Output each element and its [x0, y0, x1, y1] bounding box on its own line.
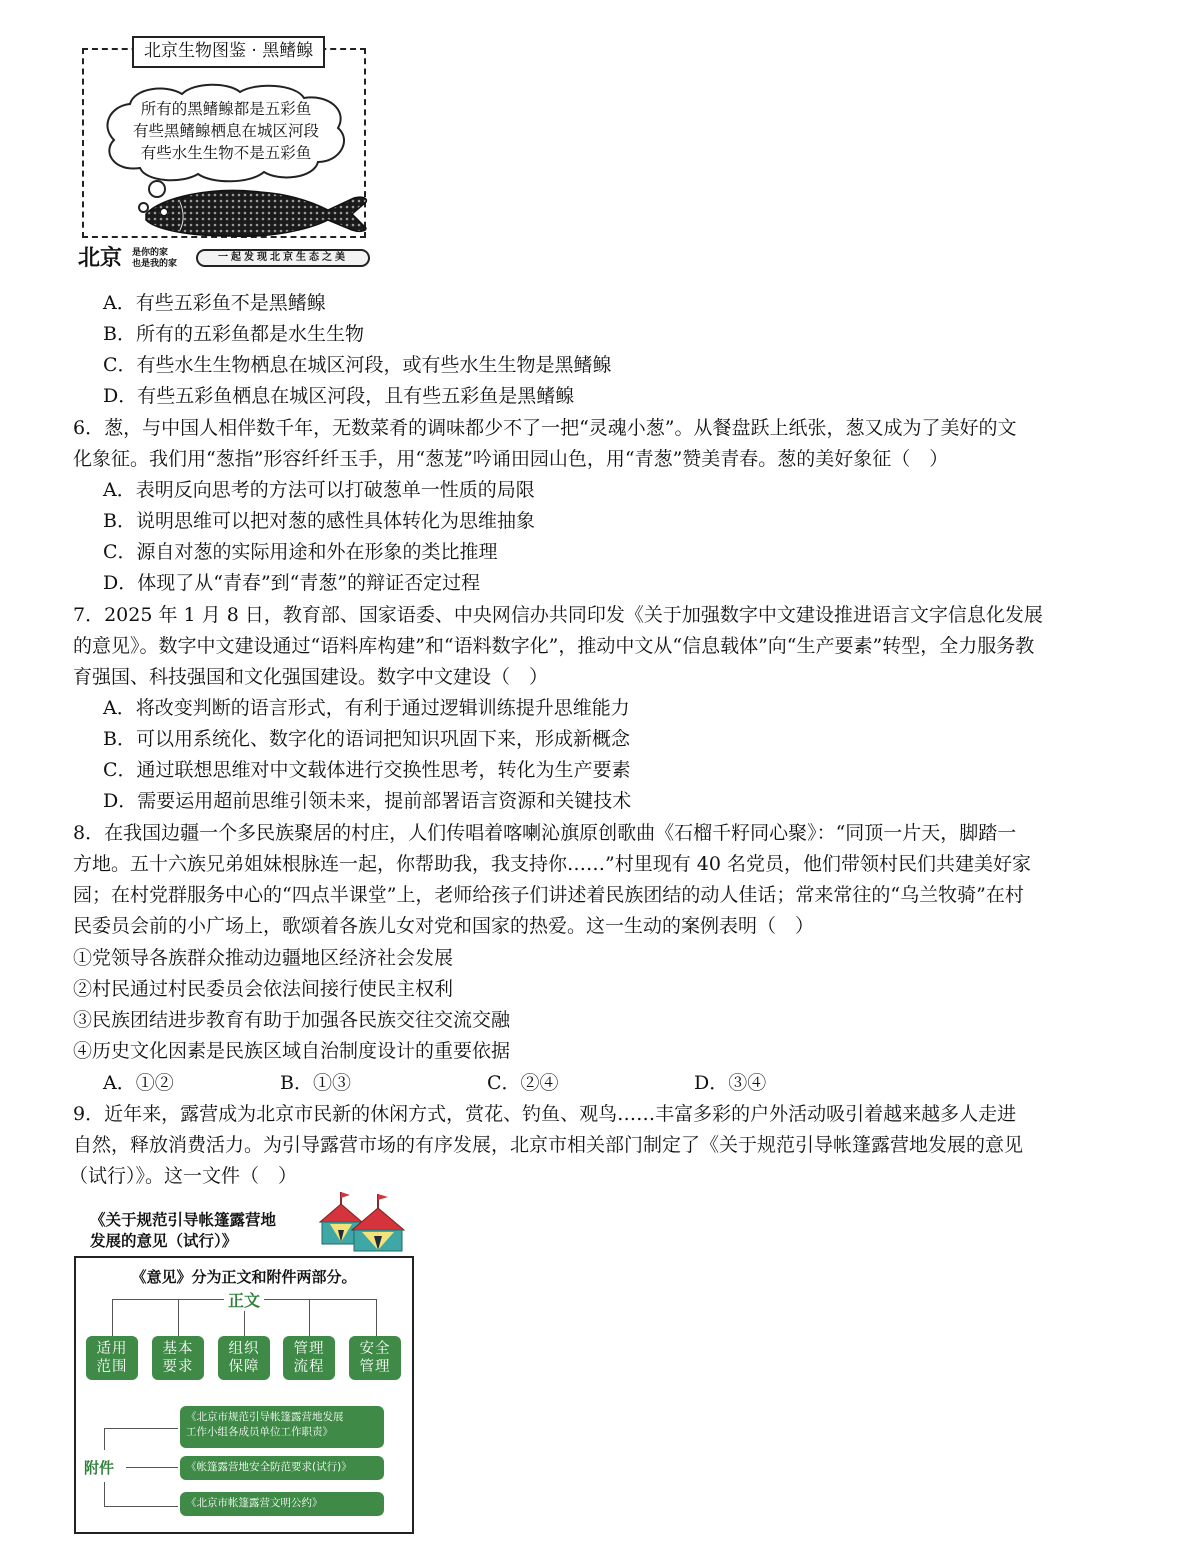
q8-stem-line-1: 8．在我国边疆一个多民族聚居的村庄，人们传唱着喀喇沁旗原创歌曲《石榴千籽同心聚》：“同顶一片天，脚踏一 [73, 822, 1017, 844]
attachment-connector [126, 1467, 178, 1468]
option-label: A． [103, 479, 136, 501]
q7-option-b [103, 727, 630, 751]
tree-connector [376, 1299, 377, 1336]
figure-footer [78, 246, 374, 272]
q5-option-a [103, 291, 326, 315]
q9-stem-line-3: （试行）》。这一文件（ ） [69, 1165, 298, 1187]
tent-icon [316, 1190, 408, 1252]
q6-option-b [103, 509, 535, 533]
q8-statement-1: ①党领导各族群众推动边疆地区经济社会发展 [73, 947, 454, 969]
q9-stem-line-1: 9．近年来，露营成为北京市民新的休闲方式，赏花、钓鱼、观鸟……丰富多彩的户外活动吸引着越来越多人走进 [73, 1103, 1017, 1125]
q8-statement-3: ③民族团结进步教育有助于加强各民族交往交流交融 [73, 1009, 511, 1031]
option-label: B． [103, 323, 136, 345]
attachment-label: 附件 [84, 1459, 115, 1477]
main-item-organization [218, 1336, 270, 1380]
option-label: C． [103, 354, 137, 376]
q8-stem-line-4: 民委员会前的小广场上，歌颂着各族儿女对党和国家的热爱。这一生动的案例表明（ ） [73, 915, 815, 937]
attachment-connector [104, 1482, 105, 1506]
option-text: 通过联想思维对中文载体进行交换性思考，转化为生产要素 [136, 759, 631, 781]
figure-title: 北京生物图鉴 · 黑鳍鳈 [132, 36, 325, 68]
attachment-item-1 [180, 1406, 384, 1448]
q6-option-c [103, 540, 498, 564]
main-item-process [283, 1336, 335, 1380]
option-label: B． [103, 510, 136, 532]
q8-option-a [103, 1071, 174, 1095]
option-text: 表明反向思考的方法可以打破葱单一性质的局限 [135, 479, 535, 501]
slogan-pill: 一起发现北京生态之美 [196, 249, 370, 267]
premise-1: 所有的黑鳍鳈都是五彩鱼 [140, 100, 312, 118]
item-line-1: 基本 [162, 1341, 194, 1357]
q8-stem-line-2: 方地。五十六族兄弟姐妹根脉连一起，你帮助我，我支持你……”村里现有 40 名党员，他们带领村民们共建美好家 [73, 853, 1031, 875]
item-line-1: 《北京市帐篷露营文明公约》 [186, 1497, 323, 1509]
attachment-connector [104, 1428, 178, 1429]
item-line-1: 《北京市规范引导帐篷露营地发展 [186, 1411, 344, 1423]
camping-opinion-figure [72, 1190, 417, 1540]
option-text: 有些五彩鱼栖息在城区河段，且有些五彩鱼是黑鳍鳈 [137, 385, 575, 407]
structure-diagram [74, 1256, 414, 1534]
item-line-2: 流程 [293, 1359, 325, 1375]
attachment-connector [104, 1506, 178, 1507]
tree-connector [309, 1299, 310, 1336]
beijing-tagline [132, 248, 177, 270]
q7-option-a [103, 696, 630, 720]
q5-option-b [103, 322, 364, 346]
option-label: D． [103, 790, 138, 812]
diagram-header: 《意见》分为正文和附件两部分。 [131, 1268, 357, 1286]
item-line-1: 组织 [228, 1341, 260, 1357]
option-label: C． [103, 759, 137, 781]
option-text: 所有的五彩鱼都是水生生物 [135, 323, 364, 345]
beijing-bio-card-figure [78, 34, 374, 274]
q7-stem-line-3: 育强国、科技强国和文化强国建设。数字中文建设（ ） [73, 666, 549, 688]
document-title-line-2: 发展的意见（试行）》 [90, 1232, 238, 1250]
q5-option-c [103, 353, 612, 377]
premise-3: 有些水生生物不是五彩鱼 [140, 144, 312, 162]
q7-option-d [103, 789, 631, 813]
option-label: A． [103, 697, 136, 719]
option-text: 有些水生生物栖息在城区河段，或有些水生生物是黑鳍鳈 [136, 354, 612, 376]
item-line-2: 范围 [96, 1359, 128, 1375]
option-label: D． [103, 572, 138, 594]
q6-option-d [103, 571, 480, 595]
q8-option-b [280, 1071, 351, 1095]
option-text: 可以用系统化、数字化的语词把知识巩固下来，形成新概念 [135, 728, 630, 750]
option-label: C． [487, 1072, 521, 1094]
option-text: 有些五彩鱼不是黑鳍鳈 [135, 292, 326, 314]
document-title-line-1: 《关于规范引导帐篷露营地 [90, 1211, 277, 1229]
option-text: 体现了从“青春”到“青葱”的辩证否定过程 [137, 572, 481, 594]
q8-option-d [694, 1071, 766, 1095]
q6-stem-line-1: 6．葱，与中国人相伴数千年，无数菜肴的调味都少不了一把“灵魂小葱”。从餐盘跃上纸张，葱又成为了美好的文 [73, 417, 1017, 439]
q6-option-a [103, 478, 535, 502]
attachment-connector [104, 1428, 105, 1450]
option-label: C． [103, 541, 137, 563]
q8-statement-2: ②村民通过村民委员会依法间接行使民主权利 [73, 978, 454, 1000]
main-item-scope [86, 1336, 138, 1380]
q7-stem-line-2: 的意见》。数字中文建设通过“语料库构建”和“语料数字化”，推动中文从“信息载体”向“生产要素”转型，全力服务教 [73, 635, 1035, 657]
q7-option-c [103, 758, 631, 782]
main-item-requirements [152, 1336, 204, 1380]
attachment-item-3 [180, 1492, 384, 1516]
q8-statement-4: ④历史文化因素是民族区域自治制度设计的重要依据 [73, 1040, 511, 1062]
option-text: 将改变判断的语言形式，有利于通过逻辑训练提升思维能力 [135, 697, 630, 719]
option-label: A． [103, 292, 136, 314]
tagline-line-1: 是你的家 [132, 248, 169, 258]
attachment-item-2 [180, 1456, 384, 1480]
fish-icon [140, 180, 372, 242]
item-line-1: 《帐篷露营地安全防范要求(试行)》 [186, 1461, 352, 1473]
q8-option-c [487, 1071, 559, 1095]
main-text-label: 正文 [224, 1288, 264, 1311]
item-line-1: 管理 [293, 1341, 325, 1357]
option-label: A． [103, 1072, 136, 1094]
option-label: D． [103, 385, 138, 407]
document-title [90, 1210, 276, 1252]
option-text: ③④ [728, 1072, 767, 1094]
q6-stem-line-2: 化象征。我们用“葱指”形容纤纤玉手，用“葱茏”吟诵田园山色，用“青葱”赞美青春。葱的美好象征（ ） [73, 448, 949, 470]
option-text: ②④ [520, 1072, 559, 1094]
option-label: B． [103, 728, 136, 750]
main-item-safety [349, 1336, 401, 1380]
item-line-1: 安全 [359, 1341, 391, 1357]
option-text: ①③ [312, 1072, 351, 1094]
premise-2: 有些黑鳍鳈栖息在城区河段 [132, 122, 319, 140]
item-line-2: 要求 [162, 1359, 194, 1375]
option-text: 说明思维可以把对葱的感性具体转化为思维抽象 [135, 510, 535, 532]
option-text: ①② [135, 1072, 174, 1094]
q9-stem-line-2: 自然，释放消费活力。为引导露营市场的有序发展，北京市相关部门制定了《关于规范引导帐篷露营地发展的意见 [73, 1134, 1024, 1156]
tree-connector [178, 1299, 179, 1336]
item-line-2: 工作小组各成员单位工作职责》 [186, 1426, 333, 1438]
item-line-2: 管理 [359, 1359, 391, 1375]
q5-option-d [103, 384, 574, 408]
tree-connector [244, 1310, 245, 1336]
option-label: D． [694, 1072, 729, 1094]
beijing-label: 北京 [78, 246, 123, 271]
cloud-text [100, 98, 352, 164]
tagline-line-2: 也是我的家 [132, 259, 178, 269]
q7-stem-line-1: 7．2025 年 1 月 8 日，教育部、国家语委、中央网信办共同印发《关于加强数字中文建设推进语言文字信息化发展 [73, 604, 1043, 626]
item-line-2: 保障 [228, 1359, 260, 1375]
option-text: 源自对葱的实际用途和外在形象的类比推理 [136, 541, 498, 563]
thought-cloud [100, 82, 352, 184]
option-text: 需要运用超前思维引领未来，提前部署语言资源和关键技术 [137, 790, 632, 812]
option-label: B． [280, 1072, 313, 1094]
q8-stem-line-3: 园；在村党群服务中心的“四点半课堂”上，老师给孩子们讲述着民族团结的动人佳话；常来常往的“乌兰牧骑”在村 [73, 884, 1024, 906]
tree-connector [112, 1299, 113, 1336]
item-line-1: 适用 [96, 1341, 128, 1357]
